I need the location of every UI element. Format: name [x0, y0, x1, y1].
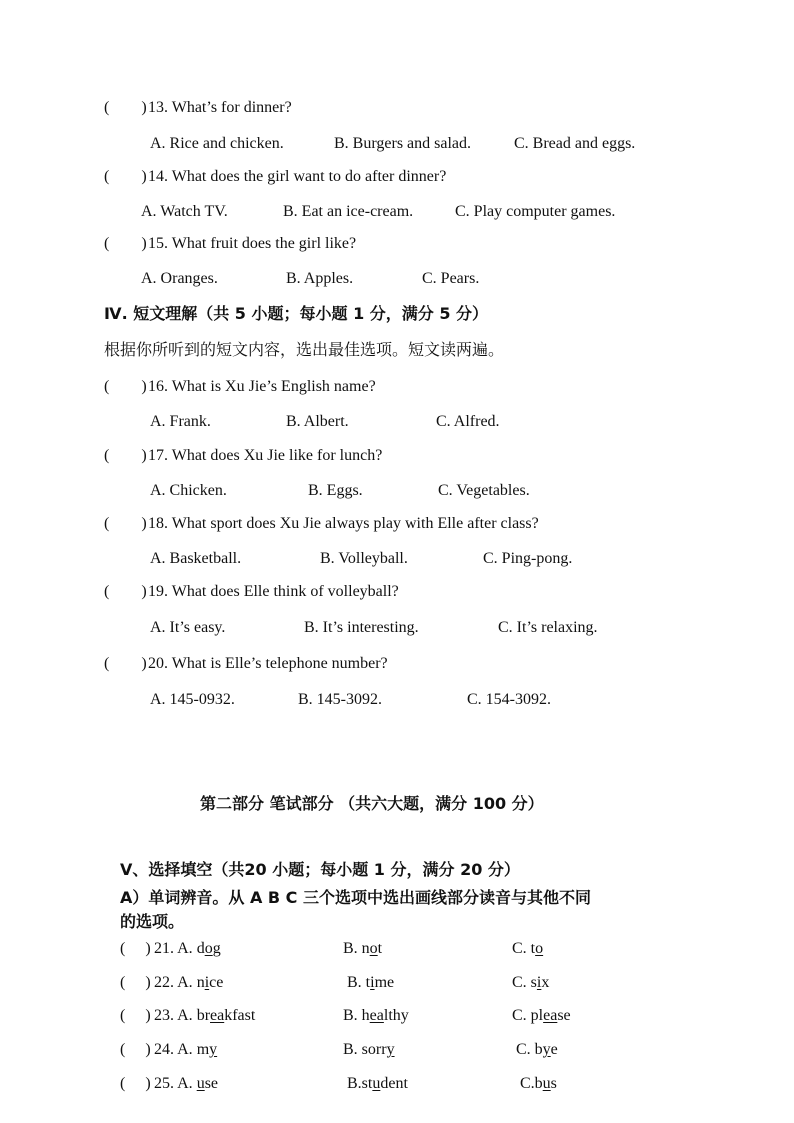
- option-b: B. Volleyball.: [320, 550, 408, 567]
- option-b: B. Apples.: [286, 270, 354, 287]
- option-a: A. Frank.: [150, 413, 211, 430]
- phonics-option-c: C. bye: [516, 1041, 558, 1058]
- option-a: A. Rice and chicken.: [150, 135, 284, 152]
- phonics-option-b: B. sorry: [343, 1041, 395, 1058]
- question-text: 16. What is Xu Jie’s English name?: [148, 378, 376, 395]
- answer-blank[interactable]: ( ): [104, 655, 147, 672]
- section-4-instruction: 根据你所听到的短文内容，选出最佳选项。短文读两遍。: [104, 340, 505, 359]
- answer-blank[interactable]: ( ): [104, 99, 147, 116]
- question-text: 19. What does Elle think of volleyball?: [148, 583, 399, 600]
- option-b: B. 145-3092.: [298, 691, 382, 708]
- phonics-option-c: C. to: [512, 940, 544, 957]
- phonics-option-a: 23. A. breakfast: [154, 1007, 256, 1024]
- option-a: A. Chicken.: [150, 482, 227, 499]
- answer-blank[interactable]: ( ): [104, 583, 147, 600]
- question-text: 13. What’s for dinner?: [148, 99, 292, 116]
- option-c: C. Alfred.: [436, 413, 500, 430]
- section-4-title: Ⅳ. 短文理解（共 5 小题；每小题 1 分，满分 5 分）: [104, 304, 489, 323]
- phonics-option-c: C. six: [512, 974, 550, 991]
- option-b: B. Eat an ice-cream.: [283, 203, 414, 220]
- section-5-title: V、选择填空（共20 小题；每小题 1 分，满分 20 分）: [120, 860, 520, 879]
- option-c: C. It’s relaxing.: [498, 619, 598, 636]
- phonics-option-a: 24. A. my: [154, 1041, 218, 1058]
- answer-blank[interactable]: ( ): [104, 378, 147, 395]
- section-5a-instruction-cont: 的选项。: [120, 912, 185, 931]
- phonics-option-c: C. please: [512, 1007, 571, 1024]
- phonics-option-a: 21. A. dog: [154, 940, 221, 957]
- option-c: C. Play computer games.: [455, 203, 616, 220]
- option-a: A. Watch TV.: [141, 203, 228, 220]
- phonics-option-a: 22. A. nice: [154, 974, 224, 991]
- section-5a-instruction: A）单词辨音。从 A B C 三个选项中选出画线部分读音与其他不同: [120, 888, 591, 907]
- answer-blank[interactable]: ( ): [104, 235, 147, 252]
- option-a: A. Basketball.: [150, 550, 242, 567]
- option-b: B. Eggs.: [308, 482, 363, 499]
- part-2-title: 第二部分 笔试部分 （共六大题，满分 100 分）: [200, 794, 544, 813]
- answer-blank[interactable]: ( ): [104, 515, 147, 532]
- question-text: 17. What does Xu Jie like for lunch?: [148, 447, 383, 464]
- question-text: 18. What sport does Xu Jie always play with Elle after class?: [148, 515, 539, 532]
- option-c: C. Pears.: [422, 270, 480, 287]
- option-c: C. Ping-pong.: [483, 550, 573, 567]
- option-a: A. 145-0932.: [150, 691, 235, 708]
- option-c: C. Vegetables.: [438, 482, 530, 499]
- answer-blank[interactable]: ( ): [120, 974, 151, 991]
- option-c: C. Bread and eggs.: [514, 135, 636, 152]
- answer-blank[interactable]: ( ): [120, 1075, 151, 1092]
- option-b: B. Burgers and salad.: [334, 135, 472, 152]
- option-b: B. Albert.: [286, 413, 349, 430]
- option-b: B. It’s interesting.: [304, 619, 419, 636]
- phonics-option-b: B. healthy: [343, 1007, 409, 1024]
- phonics-option-a: 25. A. use: [154, 1075, 219, 1092]
- phonics-option-c: C.bus: [520, 1075, 557, 1092]
- option-a: A. Oranges.: [141, 270, 218, 287]
- answer-blank[interactable]: ( ): [104, 447, 147, 464]
- option-c: C. 154-3092.: [467, 691, 551, 708]
- answer-blank[interactable]: ( ): [120, 1007, 151, 1024]
- option-a: A. It’s easy.: [150, 619, 226, 636]
- question-text: 15. What fruit does the girl like?: [148, 235, 357, 252]
- question-text: 14. What does the girl want to do after dinner?: [148, 168, 447, 185]
- question-text: 20. What is Elle’s telephone number?: [148, 655, 388, 672]
- phonics-option-b: B.student: [347, 1075, 408, 1092]
- answer-blank[interactable]: ( ): [120, 940, 151, 957]
- phonics-option-b: B. not: [343, 940, 383, 957]
- answer-blank[interactable]: ( ): [120, 1041, 151, 1058]
- phonics-option-b: B. time: [347, 974, 395, 991]
- answer-blank[interactable]: ( ): [104, 168, 147, 185]
